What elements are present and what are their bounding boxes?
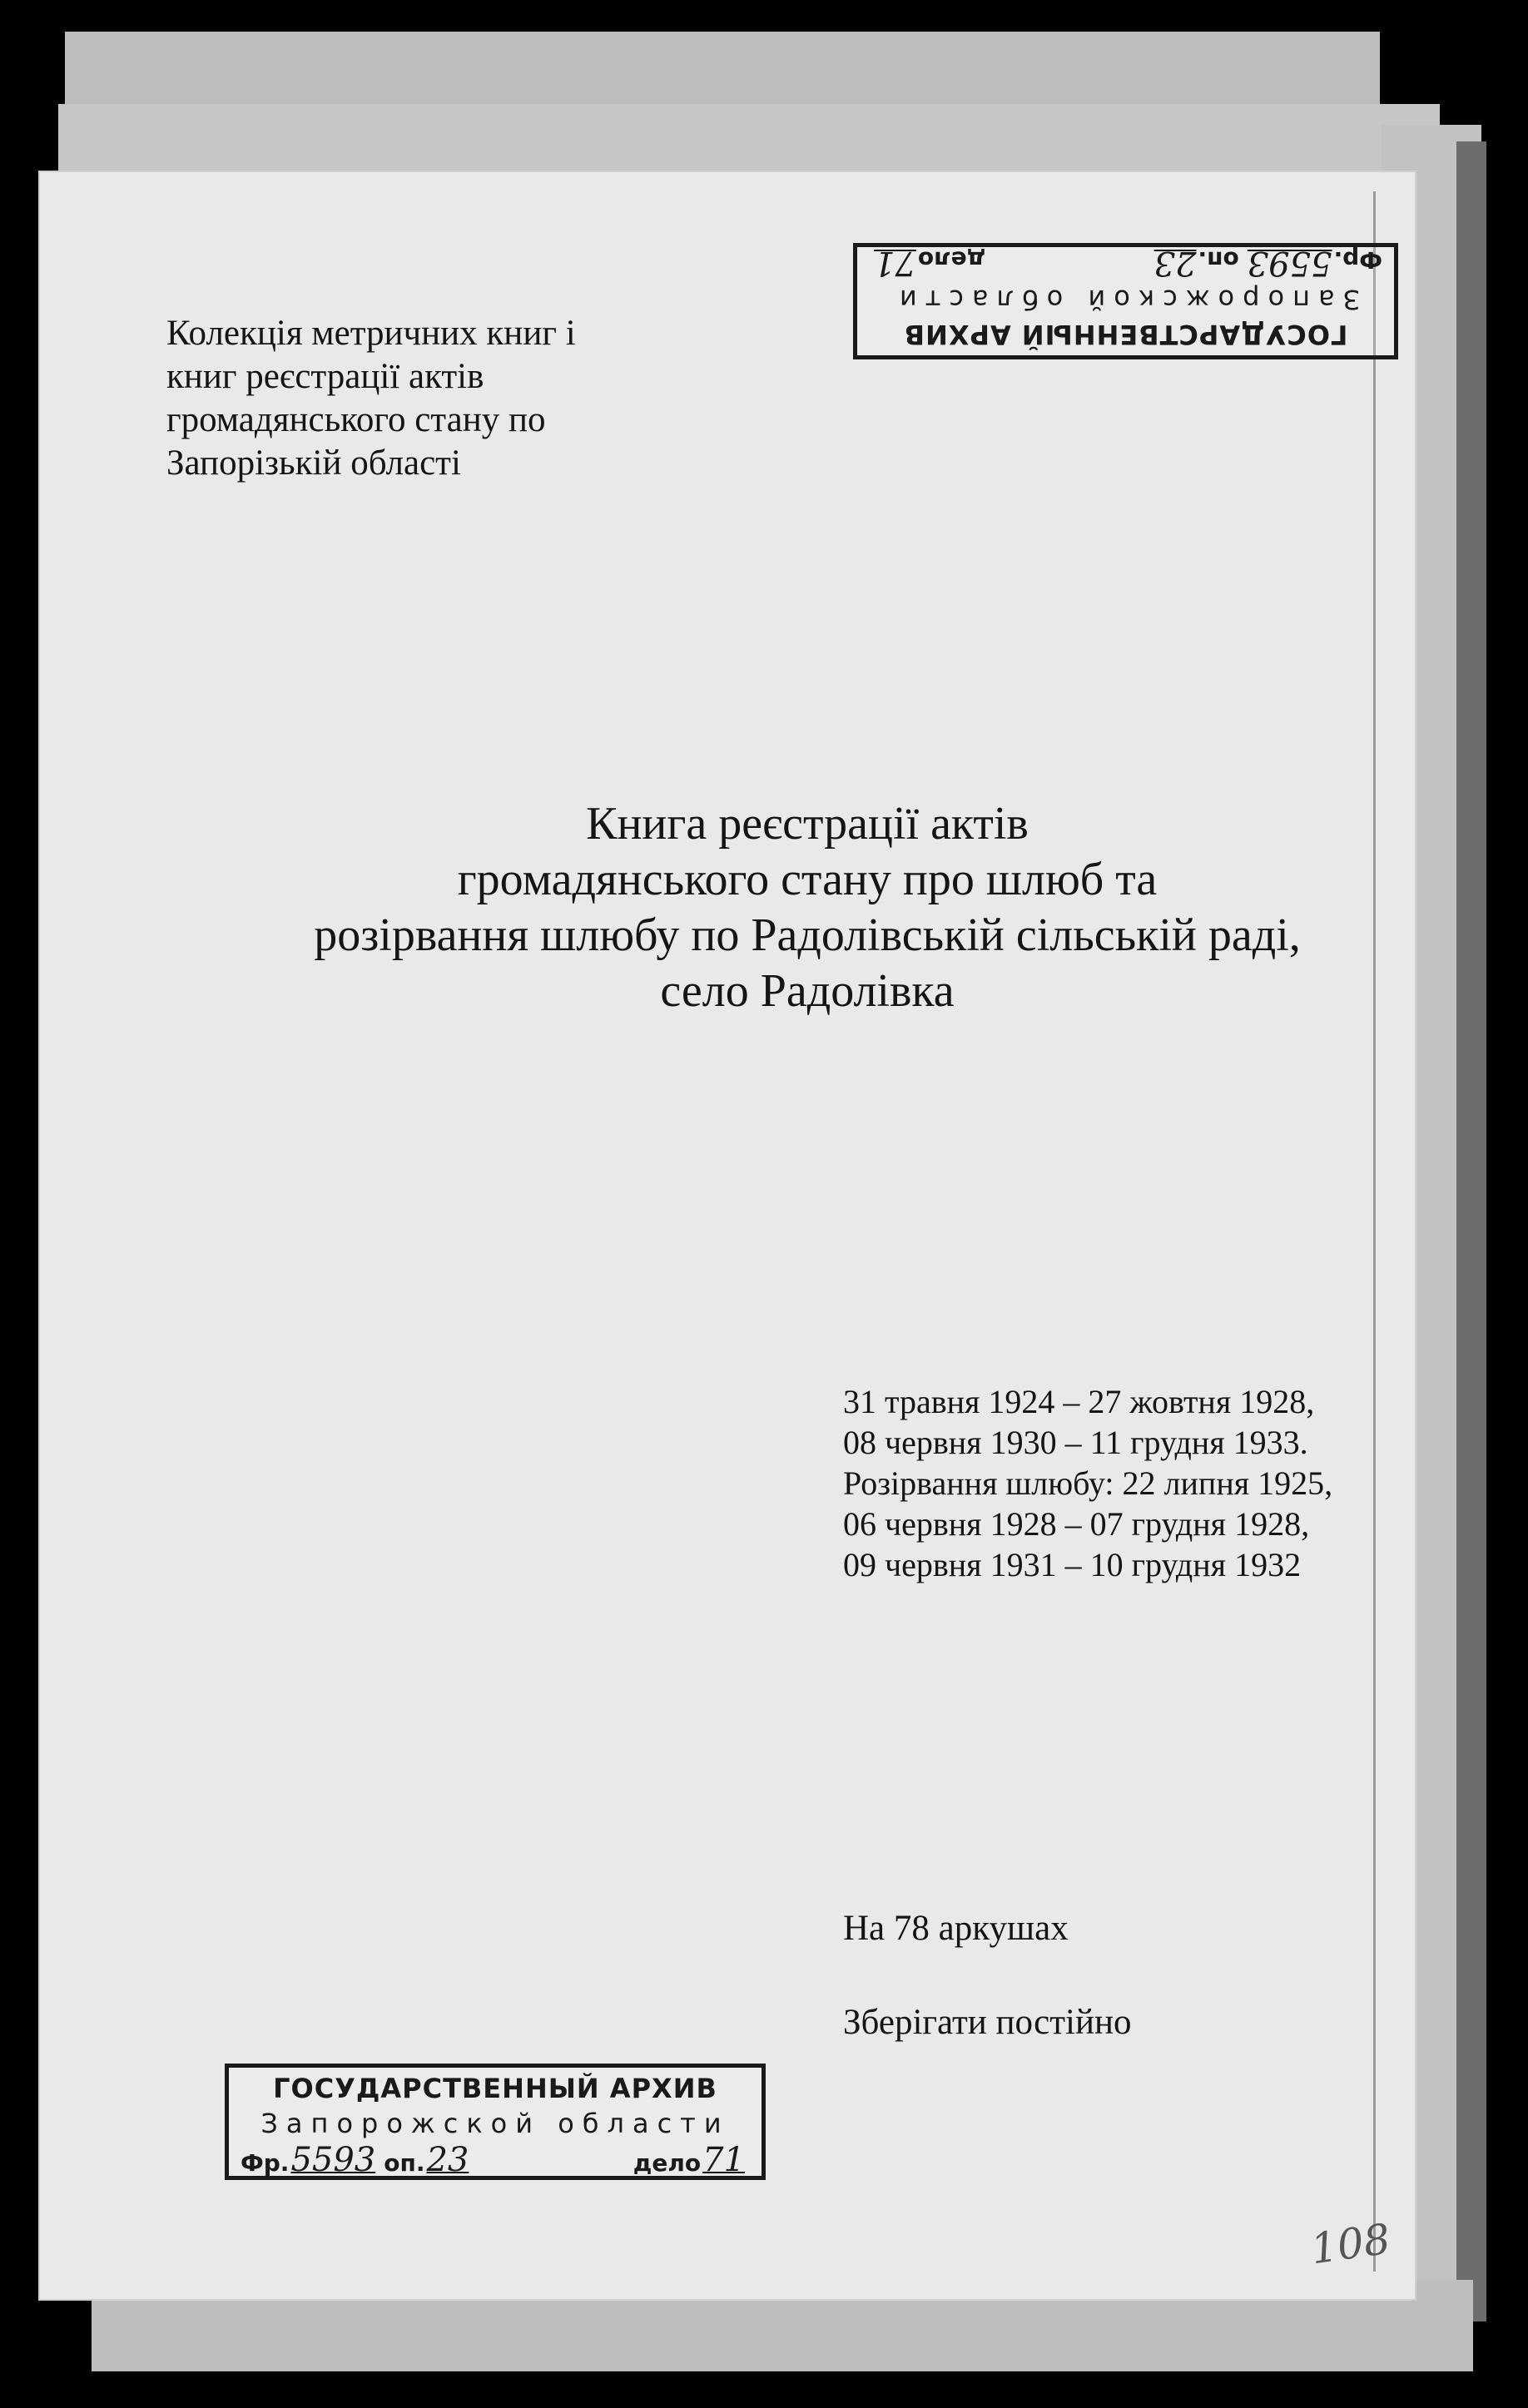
stamp-delo-value: 71 <box>874 244 916 282</box>
book-title <box>150 796 1465 1019</box>
stamp-fond-value: 5593 <box>1247 244 1332 282</box>
date-line: 06 червня 1928 – 07 грудня 1928, <box>843 1505 1310 1543</box>
title-line: Книга реєстрації актів <box>586 798 1029 850</box>
back-sheet-right-shadow <box>1456 141 1486 2321</box>
stamp-delo-label: дело <box>633 2149 702 2177</box>
title-line: розірвання шлюбу по Радолівській сільській раді, <box>314 909 1301 961</box>
date-line: 31 травня 1924 – 27 жовтня 1928, <box>843 1383 1315 1420</box>
stamp-delo-label: дело <box>917 246 986 274</box>
document-page <box>38 171 1416 2301</box>
title-line: село Радолівка <box>660 965 955 1017</box>
stamp-fond-label: Фр. <box>241 2149 290 2177</box>
stamp-opis-value: 23 <box>1153 244 1197 282</box>
stamp-archive-name: ГОСУДАРСТВЕННЫЙ АРХИВ <box>903 319 1348 350</box>
date-line: 08 червня 1930 – 11 грудня 1933. <box>843 1424 1308 1461</box>
sheets-count: На 78 аркушах <box>843 1909 1069 1948</box>
stamp-opis-label: оп. <box>384 2149 425 2177</box>
stamp-fond-value: 5593 <box>290 2141 376 2179</box>
archive-stamp-bottom <box>225 2064 766 2180</box>
stamp-region: Запорожской области <box>260 2108 730 2139</box>
title-line: громадянського стану про шлюб та <box>457 854 1158 905</box>
collection-heading <box>166 312 766 485</box>
stamp-archive-name: ГОСУДАРСТВЕННЫЙ АРХИВ <box>273 2073 717 2104</box>
stamp-reference <box>241 2141 753 2179</box>
stamp-delo-value: 71 <box>702 2141 745 2179</box>
stamp-reference <box>866 244 1382 282</box>
page-edge <box>1373 191 1376 2272</box>
stamp-region: Запорожской области <box>891 284 1361 315</box>
collection-line: Колекція метричних книг і <box>166 314 576 353</box>
retention-note: Зберігати постійно <box>843 2003 1132 2042</box>
stamp-opis-label: оп. <box>1198 246 1239 274</box>
stamp-fond-label: Фр. <box>1333 246 1382 274</box>
back-sheet-top-edge <box>58 104 1440 179</box>
archive-stamp-top <box>853 243 1398 359</box>
date-line: Розірвання шлюбу: 22 липня 1925, <box>843 1464 1333 1502</box>
folio-number: 108 <box>1307 2214 1394 2274</box>
collection-line: громадянського стану по <box>166 400 546 439</box>
collection-line: книг реєстрації актів <box>166 357 484 396</box>
date-ranges <box>843 1381 1426 1585</box>
date-line: 09 червня 1931 – 10 грудня 1932 <box>843 1546 1302 1583</box>
collection-line: Запорізькій області <box>166 443 461 483</box>
stamp-opis-value: 23 <box>426 2141 469 2179</box>
